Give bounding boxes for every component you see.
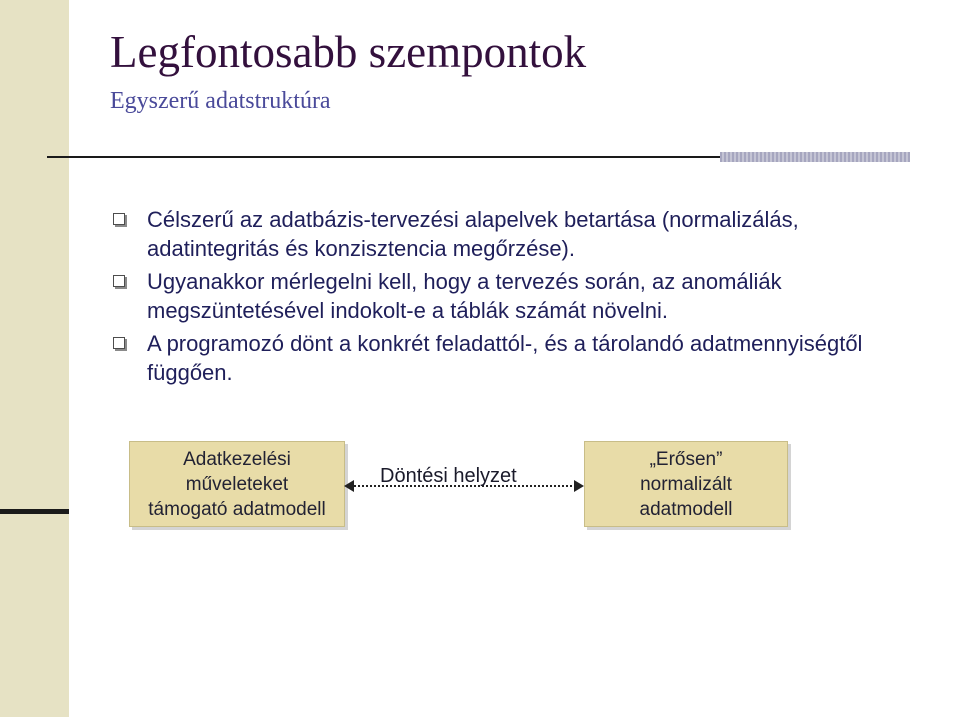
bullet-item — [108, 267, 908, 325]
slide-subtitle: Egyszerű adatstruktúra — [110, 88, 331, 114]
bullet-item — [108, 205, 908, 263]
checkbox-square-icon — [113, 213, 125, 225]
band-accent-bar — [0, 509, 69, 514]
left-box-line: műveleteket — [185, 473, 289, 495]
slide-title: Legfontosabb szempontok — [110, 27, 587, 77]
bullet-item — [108, 329, 908, 387]
checkbox-square-icon — [113, 275, 125, 287]
arrow-head-left — [344, 480, 354, 492]
bullet-text: A programozó dönt a konkrét feladattól-, és a tárolandó adatmennyiségtől függően. — [147, 331, 863, 385]
bullet-text: Ugyanakkor mérlegelni kell, hogy a tervezés során, az anomáliák megszüntetésével indokolt-e a táblák számát növelni. — [147, 269, 782, 323]
bullet-list — [108, 205, 908, 391]
right-model-box — [584, 441, 788, 527]
arrow-head-right — [574, 480, 584, 492]
divider-accent — [720, 152, 910, 162]
decision-label: Döntési helyzet — [380, 465, 517, 487]
right-box-line: adatmodell — [639, 498, 733, 520]
right-box-line: „Erősen” — [649, 448, 723, 470]
left-decorative-band — [0, 0, 69, 717]
left-model-box — [129, 441, 345, 527]
left-box-line: Adatkezelési — [183, 448, 291, 470]
bullet-text: Célszerű az adatbázis-tervezési alapelvek betartása (normalizálás, adatintegritás és konzisztencia megőrzése). — [147, 207, 799, 261]
checkbox-square-icon — [113, 337, 125, 349]
left-box-line: támogató adatmodell — [148, 498, 326, 520]
right-box-line: normalizált — [640, 473, 732, 495]
